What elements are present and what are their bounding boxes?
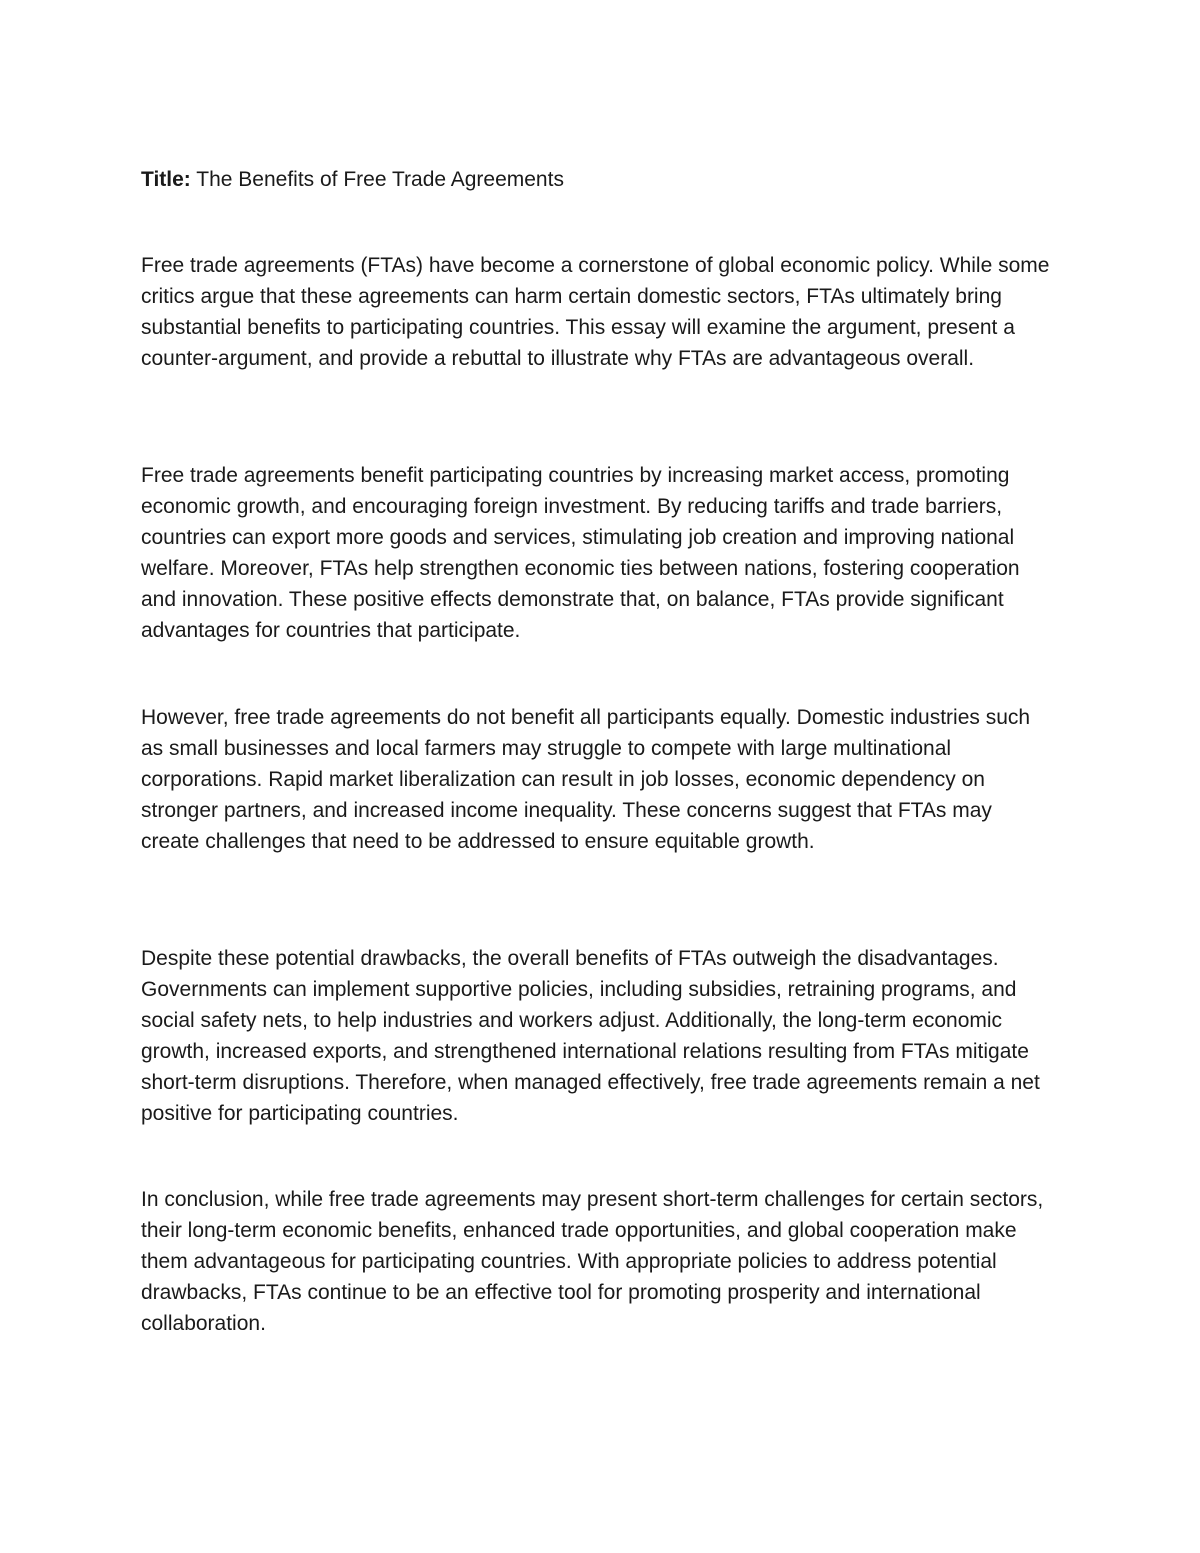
title-text: The Benefits of Free Trade Agreements — [190, 168, 564, 191]
rebuttal-paragraph: Despite these potential drawbacks, the overall benefits of FTAs outweigh the disadvantages. Governments can implement supportive policies, including subsidies, retraining programs, and social safety nets, to help industries and workers adjust. Additionally, the long-term economic growth, increased exports, and strengthened international relations resulting from FTAs mitigate short-term disruptions. Therefore, when managed effectively, free trade agreements remain a net positive for participating countries. — [141, 947, 1040, 1125]
title-label: Title: — [141, 168, 191, 191]
argument-paragraph: Free trade agreements benefit participating countries by increasing market access, promoting economic growth, and encouraging foreign investment. By reducing tariffs and trade barriers, countries can export more goods and services, stimulating job creation and improving national welfare. Moreover, FTAs help strengthen economic ties between nations, fostering cooperation and innovation. These positive effects demonstrate that, on balance, FTAs provide significant advantages for countries that participate. — [141, 464, 1020, 642]
document-title — [141, 164, 1056, 195]
conclusion-paragraph: In conclusion, while free trade agreements may present short-term challenges for certain sectors, their long-term economic benefits, enhanced trade opportunities, and global cooperation make them advantageous for participating countries. With appropriate policies to address potential drawbacks, FTAs continue to be an effective tool for promoting prosperity and international collaboration. — [141, 1188, 1044, 1335]
introduction-paragraph: Free trade agreements (FTAs) have become a cornerstone of global economic policy. While some critics argue that these agreements can harm certain domestic sectors, FTAs ultimately bring substantial benefits to participating countries. This essay will examine the argument, present a counter-argument, and provide a rebuttal to illustrate why FTAs are advantageous overall. — [141, 254, 1050, 370]
counter-argument-paragraph: However, free trade agreements do not benefit all participants equally. Domestic industries such as small businesses and local farmers may struggle to compete with large multinational corporations. Rapid market liberalization can result in job losses, economic dependency on stronger partners, and increased income inequality. These concerns suggest that FTAs may create challenges that need to be addressed to ensure equitable growth. — [141, 706, 1031, 853]
